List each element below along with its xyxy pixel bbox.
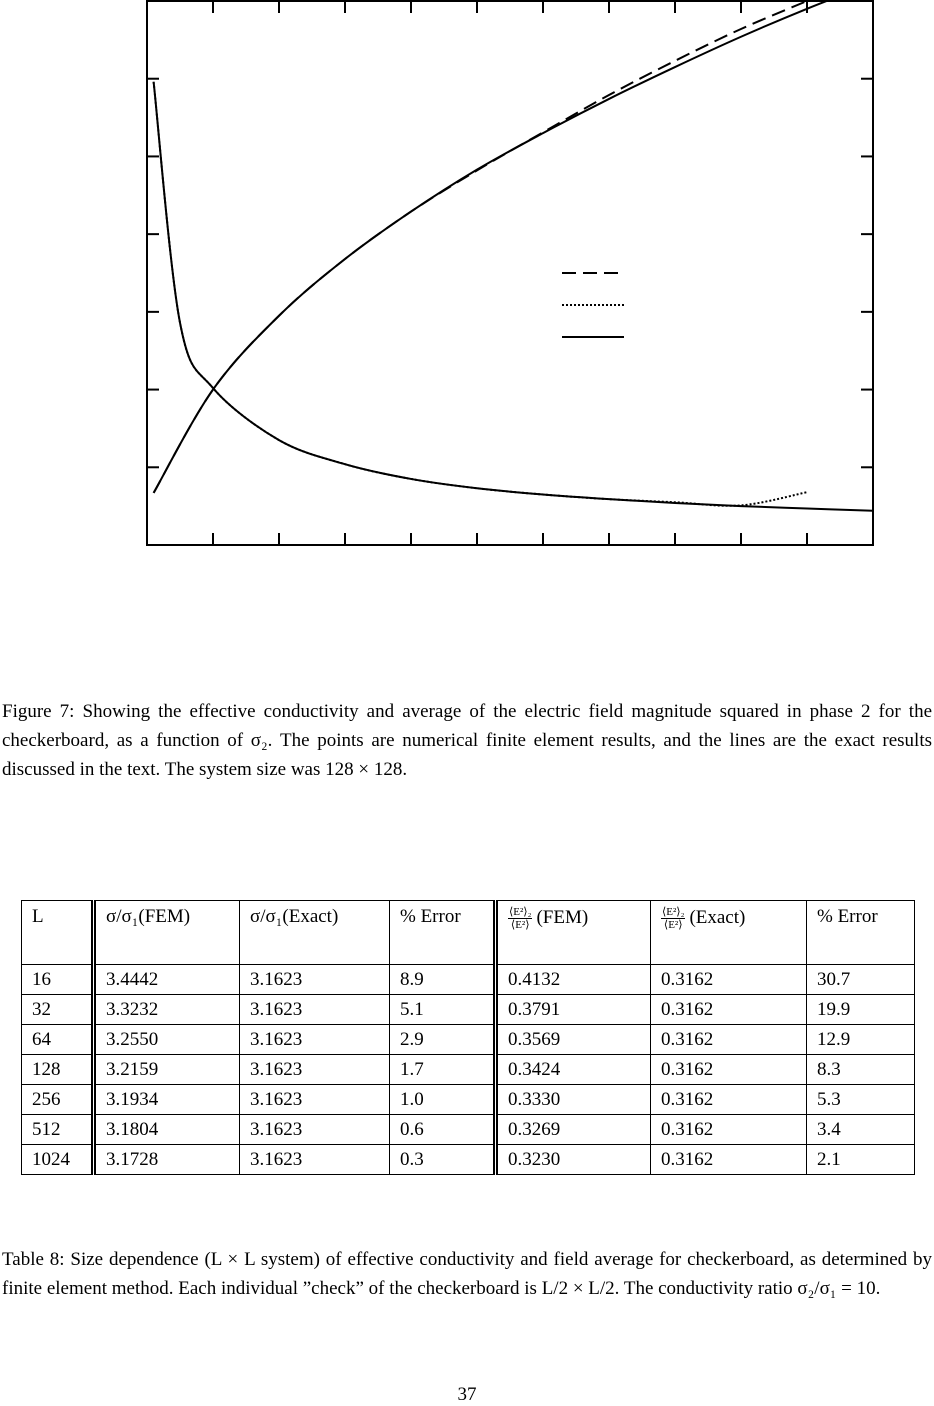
cell-l: 1024 (22, 1145, 94, 1175)
cell-exact: 3.1623 (240, 1055, 390, 1085)
cell-fem: 3.3232 (94, 995, 240, 1025)
table-row (22, 1025, 915, 1055)
cell-error: 2.9 (390, 1025, 496, 1055)
cell-l: 512 (22, 1115, 94, 1145)
cell-error: 8.3 (807, 1055, 915, 1085)
cell-error: 5.3 (807, 1085, 915, 1115)
cell-exact: 3.1623 (240, 1145, 390, 1175)
ratio-fraction: $\frac{\text{⟨E²⟩₂}}{\text{⟨E²⟩}}$ (509, 906, 532, 931)
cell-ratio-exact: 0.3162 (651, 1025, 807, 1055)
ratio-fraction: $\frac{\text{⟨E²⟩₂}}{\text{⟨E²⟩}}$ (662, 906, 685, 931)
plot-frame (147, 1, 873, 545)
series-line-dotted-1 (154, 82, 807, 506)
cell-ratio-exact: 0.3162 (651, 1145, 807, 1175)
cell-error: 1.0 (390, 1085, 496, 1115)
cell-exact: 3.1623 (240, 995, 390, 1025)
cell-ratio-exact: 0.3162 (651, 1115, 807, 1145)
cell-ratio-exact: 0.3162 (651, 965, 807, 995)
cell-exact: 3.1623 (240, 1085, 390, 1115)
table-header-row (22, 901, 915, 965)
header-error-1: % Error (390, 901, 496, 965)
table-row (22, 1055, 915, 1085)
table-row (22, 995, 915, 1025)
cell-ratio-fem: 0.3569 (496, 1025, 651, 1055)
cell-error: 2.1 (807, 1145, 915, 1175)
cell-fem: 3.2159 (94, 1055, 240, 1085)
cell-error: 0.6 (390, 1115, 496, 1145)
header-ratio-fem: $\frac{\text{⟨E²⟩₂}}{\text{⟨E²⟩}}$ (FEM) (496, 901, 651, 965)
series-line-dashed-0 (154, 1, 807, 493)
cell-error: 30.7 (807, 965, 915, 995)
cell-fem: 3.1728 (94, 1145, 240, 1175)
page-number: 37 (457, 1384, 477, 1405)
cell-ratio-fem: 0.3330 (496, 1085, 651, 1115)
table-row (22, 1115, 915, 1145)
cell-exact: 3.1623 (240, 965, 390, 995)
cell-ratio-exact: 0.3162 (651, 995, 807, 1025)
cell-exact: 3.1623 (240, 1115, 390, 1145)
cell-error: 3.4 (807, 1115, 915, 1145)
cell-l: 32 (22, 995, 94, 1025)
figure-caption: Figure 7: Showing the effective conductivity and average of the electric field magnitude squared in phase 2 for the checkerboard, as a function of σ₂. The points are numerical finite element results, and the lines are the exact results discussed in the text. The system size was 128 × 128. (2, 701, 932, 780)
table-caption: Table 8: Size dependence (L × L system) of effective conductivity and field average for checkerboard, as determined by finite element method. Each individual ”check” of the checkerboard is L/2 × L/2. The conductivity ratio σ₂/σ₁ = 10. (2, 1249, 932, 1299)
cell-exact: 3.1623 (240, 1025, 390, 1055)
cell-l: 16 (22, 965, 94, 995)
header-error-2: % Error (807, 901, 915, 965)
cell-error: 1.7 (390, 1055, 496, 1085)
cell-ratio-fem: 0.3424 (496, 1055, 651, 1085)
cell-error: 5.1 (390, 995, 496, 1025)
chart (0, 0, 934, 560)
cell-error: 8.9 (390, 965, 496, 995)
cell-l: 128 (22, 1055, 94, 1085)
cell-ratio-exact: 0.3162 (651, 1055, 807, 1085)
cell-ratio-fem: 0.3230 (496, 1145, 651, 1175)
series-line-solid-2 (154, 0, 873, 493)
cell-fem: 3.4442 (94, 965, 240, 995)
cell-error: 12.9 (807, 1025, 915, 1055)
header-fem: σ/σ₁(FEM) (94, 901, 240, 965)
x-ticks (213, 1, 807, 545)
cell-ratio-fem: 0.3791 (496, 995, 651, 1025)
results-table (21, 900, 915, 1175)
header-exact: σ/σ₁(Exact) (240, 901, 390, 965)
cell-ratio-exact: 0.3162 (651, 1085, 807, 1115)
series-layer (154, 0, 873, 511)
cell-l: 256 (22, 1085, 94, 1115)
header-ratio-exact: $\frac{\text{⟨E²⟩₂}}{\text{⟨E²⟩}}$ (Exact) (651, 901, 807, 965)
cell-l: 64 (22, 1025, 94, 1055)
cell-error: 0.3 (390, 1145, 496, 1175)
table-row (22, 1085, 915, 1115)
series-line-solid-3 (154, 82, 873, 511)
table-row (22, 1145, 915, 1175)
y-ticks (147, 79, 873, 468)
cell-error: 19.9 (807, 995, 915, 1025)
cell-fem: 3.2550 (94, 1025, 240, 1055)
cell-ratio-fem: 0.4132 (496, 965, 651, 995)
cell-ratio-fem: 0.3269 (496, 1115, 651, 1145)
figure-7 (0, 0, 934, 560)
header-l: L (22, 901, 94, 965)
cell-fem: 3.1934 (94, 1085, 240, 1115)
table-row (22, 965, 915, 995)
legend (562, 273, 624, 337)
cell-fem: 3.1804 (94, 1115, 240, 1145)
